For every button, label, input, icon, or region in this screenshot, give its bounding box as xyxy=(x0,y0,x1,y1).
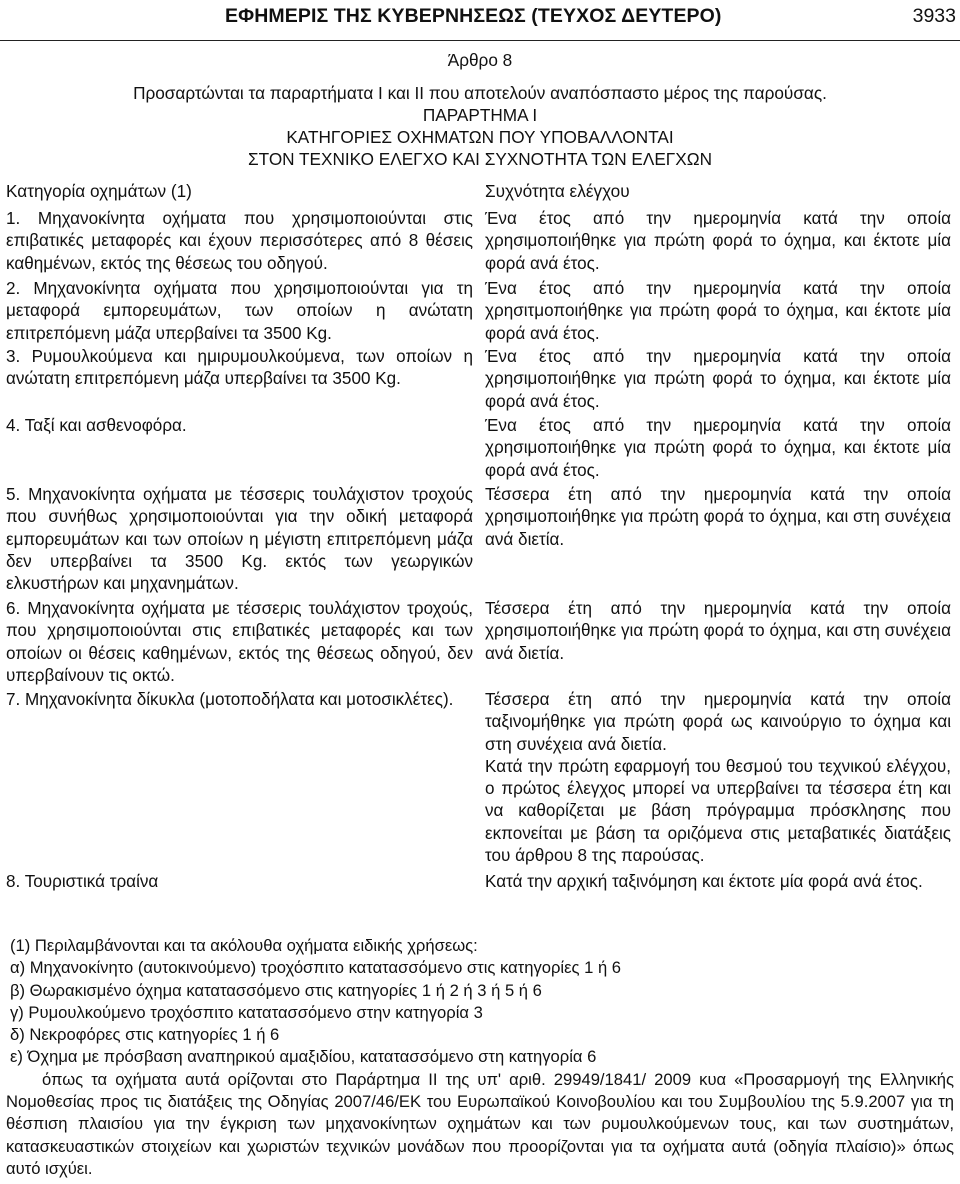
category-cell: 8. Τουριστικά τραίνα xyxy=(6,872,159,891)
column-header-frequency: Συχνότητα ελέγχου xyxy=(485,181,630,201)
frequency-cell: Τέσσερα έτη από την ημερομηνία κατά την οποία χρησιμοποιήθηκε για πρώτη φορά το όχημα, και στη συνέχεια ανά διετία. xyxy=(485,485,951,549)
frequency-cell: Ένα έτος από την ημερομηνία κατά την οποία χρησιμοποιήθηκε για πρώτη φορά το όχημα, και έκτοτε μία φορά ανά έτος. xyxy=(485,347,951,411)
footnote-intro: (1) Περιλαμβάνονται και τα ακόλουθα οχήματα ειδικής χρήσεως: xyxy=(10,936,478,955)
footnote-item: γ) Ρυμουλκούμενο τροχόσπιτο κατατασσόμενο στην κατηγορία 3 xyxy=(10,1002,483,1022)
page-number: 3933 xyxy=(912,5,956,27)
category-cell: 3. Ρυμουλκούμενα και ημιρυμουλκούμενα, των οποίων η ανώτατη επιτρεπόμενη μάζα υπερβαίνει τα 3500 Kg. xyxy=(6,347,473,389)
frequency-cell: Ένα έτος από την ημερομηνία κατά την οποία χρησιμοποιήθηκε για πρώτη φορά το όχημα, και έκτοτε μία φορά ανά έτος. xyxy=(485,416,951,480)
footnote-item: ε) Όχημα με πρόσβαση αναπηρικού αμαξιδίου, κατατασσόμενο στη κατηγορία 6 xyxy=(10,1047,597,1067)
annex-subtitle: ΚΑΤΗΓΟΡΙΕΣ ΟΧΗΜΑΤΩΝ ΠΟΥ ΥΠΟΒΑΛΛΟΝΤΑΙ xyxy=(286,127,674,147)
footnote-closing-paragraph: όπως τα οχήματα αυτά ορίζονται στο Παράρτημα ΙΙ της υπ' αριθ. 29949/1841/ 2009 κυα «Προσαρμογή της Ελληνικής Νομοθεσίας προς τις διατάξεις της Οδηγίας 2007/46/ΕΚ του Ευρωπαϊκού Κοινοβουλίου και του Συμβουλίου της 5.9.2007 για τη θέσπιση πλαισίου για την έγκριση των μηχανοκίνητων οχημάτων και των ρυμουλκούμενων τους, και των συστημάτων, κατασκευαστικών στοιχείων και χωριστών τεχνικών μονάδων που προορίζονται για τα οχήματα αυτά (οδηγία πλαίσιο)» όπως αυτό ισχύει. xyxy=(6,1069,954,1178)
frequency-cell xyxy=(485,689,951,867)
frequency-cell: Κατά την αρχική ταξινόμηση και έκτοτε μία φορά ανά έτος. xyxy=(485,872,923,891)
category-cell: 4. Ταξί και ασθενοφόρα. xyxy=(6,416,187,435)
category-cell: 1. Μηχανοκίνητα οχήματα που χρησιμοποιούνται στις επιβατικές μεταφορές και έχουν περισσότερες από 8 θέσεις καθημένων, εκτός της θέσεως του οδηγού. xyxy=(6,209,473,273)
article-heading: Άρθρο 8 xyxy=(447,50,513,70)
gazette-header xyxy=(0,0,960,41)
footnotes xyxy=(0,935,960,1180)
gazette-title: ΕΦΗΜΕΡΙΣ ΤΗΣ ΚΥΒΕΡΝΗΣΕΩΣ (ΤΕΥΧΟΣ ΔΕΥΤΕΡΟ) xyxy=(225,5,722,27)
category-cell: 7. Μηχανοκίνητα δίκυκλα (μοτοποδήλατα και μοτοσικλέτες). xyxy=(6,690,454,709)
frequency-text: Τέσσερα έτη από την ημερομηνία κατά την οποία ταξινομήθηκε για πρώτη φορά ως καινούργιο το όχημα και στη συνέχεια ανά διετία. xyxy=(485,690,951,754)
footnote-item: δ) Νεκροφόρες στις κατηγορίες 1 ή 6 xyxy=(10,1025,280,1045)
frequency-cell: Ένα έτος από την ημερομηνία κατά την οποία χρησιμοποιήθηκε για πρώτη φορά το όχημα, και έκτοτε μία φορά ανά έτος. xyxy=(485,209,951,273)
frequency-cell: Τέσσερα έτη από την ημερομηνία κατά την οποία χρησιμοποιήθηκε για πρώτη φορά το όχημα, και στη συνέχεια ανά διετία. xyxy=(485,599,951,663)
column-header-category: Κατηγορία οχημάτων (1) xyxy=(6,181,192,201)
footnote-item: β) Θωρακισμένο όχημα κατατασσόμενο στις κατηγορίες 1 ή 2 ή 3 ή 5 ή 6 xyxy=(10,980,542,1000)
annex-title: ΠΑΡΑΡΤΗΜΑ Ι xyxy=(422,105,538,125)
annex-subtitle: ΣΤΟΝ ΤΕΧΝΙΚΟ ΕΛΕΓΧΟ ΚΑΙ ΣΥΧΝΟΤΗΤΑ ΤΩΝ ΕΛΕΓΧΩΝ xyxy=(248,149,712,169)
category-cell: 6. Μηχανοκίνητα οχήματα με τέσσερις τουλάχιστον τροχούς, που χρησιμοποιούνται στις επιβατικές μεταφορές και των οποίων οι θέσεις καθημένων, εκτός της θέσεως οδηγού, δεν υπερβαίνουν τις οκτώ. xyxy=(6,599,473,685)
category-cell: 5. Μηχανοκίνητα οχήματα με τέσσερις τουλάχιστον τροχούς που συνήθως χρησιμοποιούνται για την οδική μεταφορά εμπορευμάτων και των οποίων η μέγιστη επιτρεπόμενη μάζα δεν υπερβαίνει τα 3500 Kg. εκτός των γεωργικών ελκυστήρων και μηχανημάτων. xyxy=(6,485,473,594)
frequency-cell: Ένα έτος από την ημερομηνία κατά την οποία χρησιτμοποιήθηκε για πρώτη φορά το όχημα, και έκτοτε μία φορά ανά έτος. xyxy=(485,279,951,343)
category-cell: 2. Μηχανοκίνητα οχήματα που χρησιμοποιούνται για τη μεταφορά εμπορευμάτων, των οποίων η ανώτατη επιτρεπόμενη μάζα υπερβαίνει τα 3500 Kg. xyxy=(6,279,473,343)
article-intro: Προσαρτώνται τα παραρτήματα Ι και ΙΙ που αποτελούν αναπόσπαστο μέρος της παρούσας. xyxy=(133,83,827,103)
frequency-note: Κατά την πρώτη εφαρμογή του θεσμού του τεχνικού ελέγχου, ο πρώτος έλεγχος μπορεί να υπερβαίνει τα τέσσερα έτη και να καθορίζεται με βάση πρόγραμμα πρόσκλησης που εκπονείται με βάση τα οριζόμενα στις μεταβατικές διατάξεις του άρθρου 8 της παρούσας. xyxy=(485,756,951,866)
footnote-item: α) Μηχανοκίνητο (αυτοκινούμενο) τροχόσπιτο κατατασσόμενο στις κατηγορίες 1 ή 6 xyxy=(10,958,622,978)
